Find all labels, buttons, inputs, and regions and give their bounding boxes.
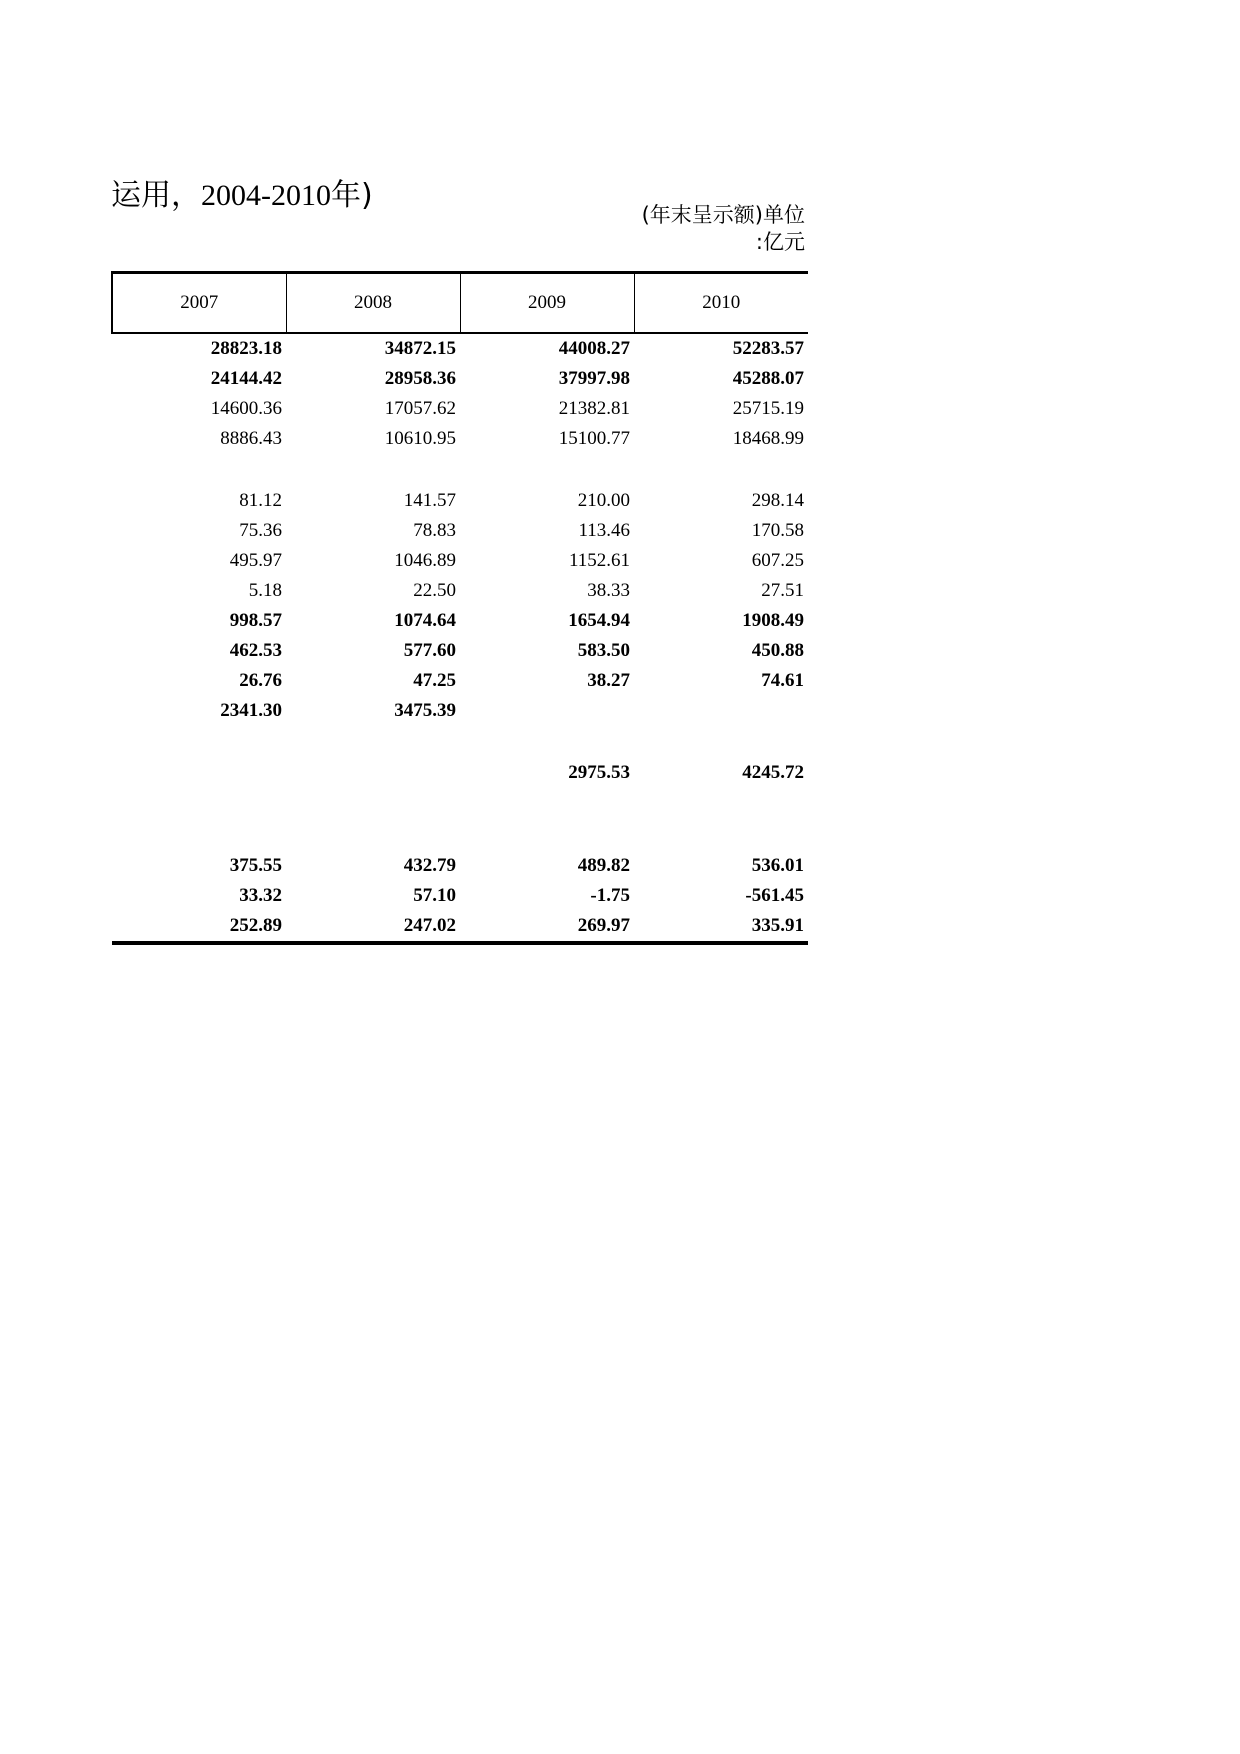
empty-cell bbox=[634, 726, 808, 758]
table-cell: 21382.81 bbox=[558, 398, 630, 419]
table-cell: 495.97 bbox=[229, 550, 282, 571]
table-cell: 17057.62 bbox=[384, 398, 456, 419]
table-cell: 998.57 bbox=[229, 610, 282, 631]
table-cell: 37997.98 bbox=[558, 368, 630, 389]
table-cell: 607.25 bbox=[751, 550, 804, 571]
year-header: 2009 bbox=[460, 273, 634, 334]
table-cell: 18468.99 bbox=[732, 428, 804, 449]
table-cell: 141.57 bbox=[403, 490, 456, 511]
table-cell: -561.45 bbox=[745, 885, 804, 906]
table-cell: 1654.94 bbox=[568, 610, 630, 631]
table-cell: 47.25 bbox=[413, 670, 456, 691]
table-row bbox=[112, 911, 808, 943]
table-cell: 577.60 bbox=[403, 640, 456, 661]
table-row bbox=[112, 424, 808, 454]
table-cell: 10610.95 bbox=[384, 428, 456, 449]
title-suffix: 年) bbox=[331, 178, 373, 213]
table-cell: 247.02 bbox=[286, 911, 460, 943]
unit-note-line2: :亿元 bbox=[755, 230, 805, 254]
table-row bbox=[112, 606, 808, 636]
table-cell: 1152.61 bbox=[568, 550, 630, 571]
table-body bbox=[112, 333, 808, 943]
table-cell: 38.27 bbox=[587, 670, 630, 691]
table-row bbox=[112, 546, 808, 576]
spacer-row bbox=[112, 726, 808, 758]
empty-cell bbox=[112, 454, 286, 486]
table-row bbox=[112, 333, 808, 364]
table-cell: 269.97 bbox=[460, 911, 634, 943]
table-cell: -1.75 bbox=[590, 885, 630, 906]
table-row bbox=[112, 696, 808, 726]
table-row bbox=[112, 758, 808, 788]
title-year-range: 2004-2010 bbox=[201, 179, 331, 212]
table-cell: 34872.15 bbox=[384, 338, 456, 359]
table-cell bbox=[112, 758, 286, 788]
unit-note bbox=[560, 203, 805, 270]
table-cell: 1046.89 bbox=[394, 550, 456, 571]
empty-cell bbox=[286, 726, 460, 758]
table-cell: 583.50 bbox=[577, 640, 630, 661]
table-cell: 113.46 bbox=[578, 520, 630, 541]
table-cell: 8886.43 bbox=[220, 428, 282, 449]
title-prefix: 运用， bbox=[111, 178, 201, 213]
table-cell bbox=[286, 758, 460, 788]
table-cell: 536.01 bbox=[751, 855, 804, 876]
table-row bbox=[112, 636, 808, 666]
empty-cell bbox=[112, 726, 286, 758]
table-cell: 3475.39 bbox=[394, 700, 456, 721]
empty-cell bbox=[460, 788, 634, 851]
empty-cell bbox=[634, 788, 808, 851]
table-cell: 298.14 bbox=[751, 490, 804, 511]
table-cell: 5.18 bbox=[248, 580, 282, 601]
empty-cell bbox=[460, 454, 634, 486]
table-cell: 1074.64 bbox=[394, 610, 456, 631]
table-cell: 75.36 bbox=[239, 520, 282, 541]
empty-cell bbox=[634, 454, 808, 486]
unit-note-line1: (年末呈示额)单位 bbox=[641, 203, 805, 227]
table-cell: 26.76 bbox=[239, 670, 282, 691]
header-row bbox=[112, 273, 808, 334]
empty-cell bbox=[460, 726, 634, 758]
table-cell: 210.00 bbox=[577, 490, 630, 511]
year-header: 2007 bbox=[112, 273, 286, 334]
table-cell: 28823.18 bbox=[210, 338, 282, 359]
empty-cell bbox=[286, 788, 460, 851]
year-header: 2008 bbox=[286, 273, 460, 334]
table-cell: 22.50 bbox=[413, 580, 456, 601]
table-row bbox=[112, 394, 808, 424]
spacer-row bbox=[112, 454, 808, 486]
table-cell: 27.51 bbox=[761, 580, 804, 601]
table-cell: 375.55 bbox=[229, 855, 282, 876]
table-cell: 33.32 bbox=[239, 885, 282, 906]
year-header: 2010 bbox=[634, 273, 808, 334]
table-row bbox=[112, 881, 808, 911]
table-cell: 52283.57 bbox=[732, 338, 804, 359]
table-cell: 78.83 bbox=[413, 520, 456, 541]
table-cell: 462.53 bbox=[229, 640, 282, 661]
table-row bbox=[112, 516, 808, 546]
table-cell: 4245.72 bbox=[742, 762, 804, 783]
empty-cell bbox=[286, 454, 460, 486]
table-cell: 1908.49 bbox=[742, 610, 804, 631]
table-cell: 44008.27 bbox=[558, 338, 630, 359]
table-cell: 170.58 bbox=[751, 520, 804, 541]
table-cell: 15100.77 bbox=[558, 428, 630, 449]
table-cell: 45288.07 bbox=[732, 368, 804, 389]
table-cell: 450.88 bbox=[751, 640, 804, 661]
table-cell: 38.33 bbox=[587, 580, 630, 601]
table-cell: 2975.53 bbox=[568, 762, 630, 783]
table-cell: 14600.36 bbox=[210, 398, 282, 419]
table-row bbox=[112, 666, 808, 696]
table-cell: 489.82 bbox=[577, 855, 630, 876]
table-cell: 28958.36 bbox=[384, 368, 456, 389]
table-row bbox=[112, 851, 808, 881]
data-table bbox=[111, 271, 808, 945]
table-cell: 25715.19 bbox=[732, 398, 804, 419]
spacer-row bbox=[112, 788, 808, 851]
table-cell bbox=[460, 696, 634, 726]
empty-cell bbox=[112, 788, 286, 851]
table-cell: 24144.42 bbox=[210, 368, 282, 389]
table-cell: 57.10 bbox=[413, 885, 456, 906]
table-cell: 335.91 bbox=[634, 911, 808, 943]
page-title bbox=[111, 170, 373, 214]
table-cell: 2341.30 bbox=[220, 700, 282, 721]
table-cell: 74.61 bbox=[761, 670, 804, 691]
table-row bbox=[112, 576, 808, 606]
table-row bbox=[112, 486, 808, 516]
table-cell: 252.89 bbox=[112, 911, 286, 943]
table-cell: 432.79 bbox=[403, 855, 456, 876]
table-cell: 81.12 bbox=[239, 490, 282, 511]
table-row bbox=[112, 364, 808, 394]
table-cell bbox=[634, 696, 808, 726]
